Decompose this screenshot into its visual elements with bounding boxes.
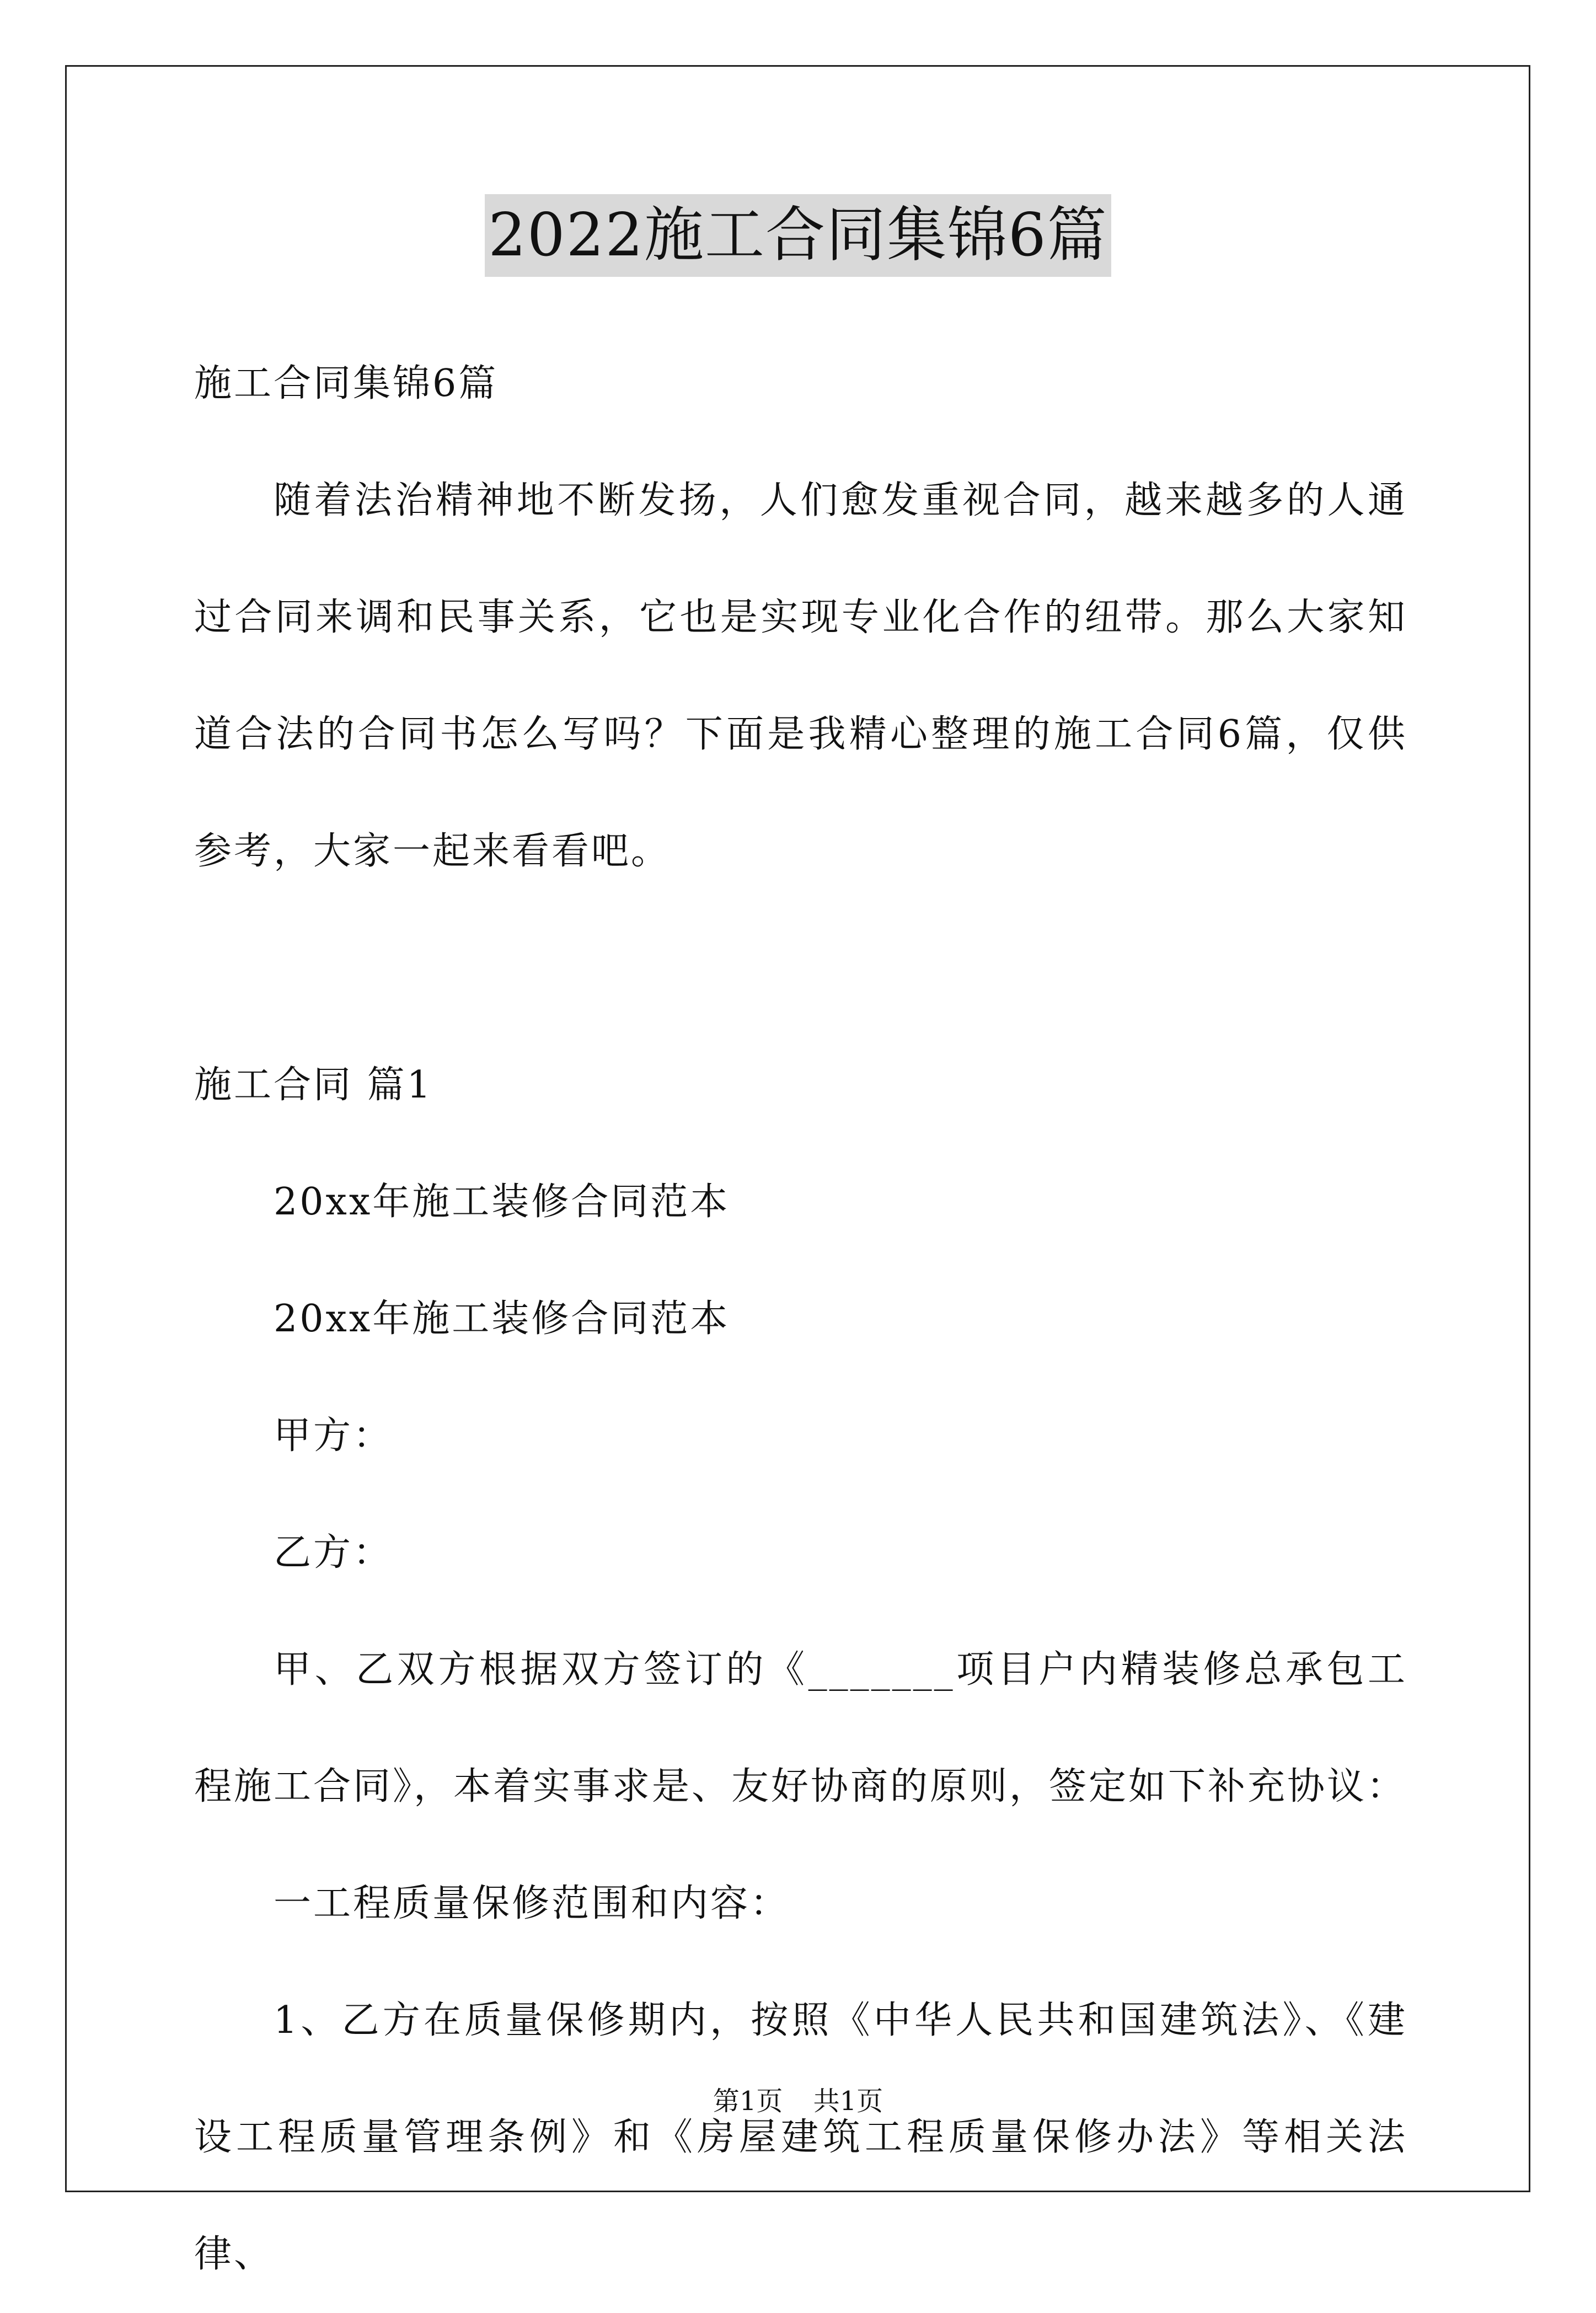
intro-paragraph: 随着法治精神地不断发扬，人们愈发重视合同，越来越多的人通过合同来调和民事关系，它也是实现专业化合作的纽带。那么大家知道合法的合同书怎么写吗？下面是我精心整理的施工合同6篇，仅供参考，大家一起来看看吧。 <box>194 479 1407 873</box>
contract-title-1: 20xx年施工装修合同范本 <box>274 1180 730 1224</box>
agreement-paragraph: 甲、乙双方根据双方签订的《_______项目户内精装修总承包工程施工合同》，本着实事求是、友好协商的原则，签定如下补充协议： <box>194 1648 1407 1808</box>
page-footer <box>0 2085 1596 2118</box>
page-total: 共1页 <box>813 2086 883 2117</box>
document-title: 2022施工合同集锦6篇 <box>485 194 1111 277</box>
spacer <box>194 910 1407 1027</box>
document-body <box>194 325 1407 2313</box>
contract-title-2: 20xx年施工装修合同范本 <box>274 1297 730 1341</box>
party-a-line: 甲方： <box>274 1414 393 1458</box>
subtitle-paragraph: 施工合同集锦6篇 <box>194 362 499 405</box>
page-number: 第1页 <box>713 2086 783 2117</box>
section-heading: 施工合同 篇1 <box>194 1063 433 1107</box>
clause-heading: 一工程质量保修范围和内容： <box>274 1882 790 1925</box>
clause-1-paragraph: 1、乙方在质量保修期内，按照《中华人民共和国建筑法》、《建设工程质量管理条例》和《房屋建筑工程质量保修办法》等相关法律、 <box>194 1999 1407 2276</box>
title-wrap <box>0 194 1596 277</box>
party-b-line: 乙方： <box>274 1531 393 1575</box>
